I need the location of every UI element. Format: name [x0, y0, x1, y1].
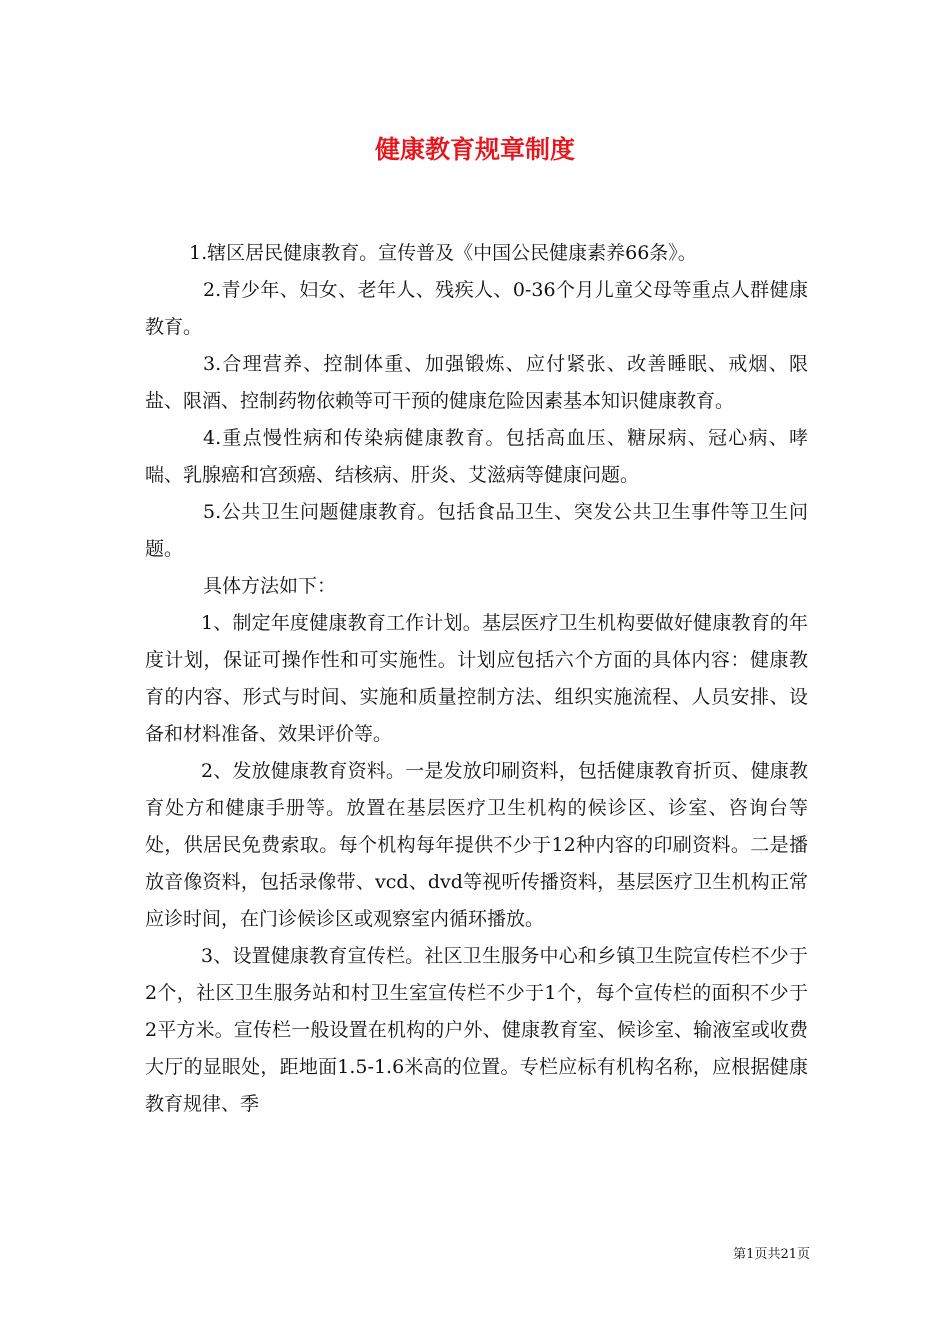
- paragraph-3: 3.合理营养、控制体重、加强锻炼、应付紧张、改善睡眠、戒烟、限盐、限酒、控制药物依赖等可干预的健康危险因素基本知识健康教育。: [145, 353, 808, 412]
- methods-heading: 具体方法如下：: [203, 575, 337, 597]
- method-3: 3、设置健康教育宣传栏。社区卫生服务中心和乡镇卫生院宣传栏不少于2个，社区卫生服务站和村卫生室宣传栏不少于1个，每个宣传栏的面积不少于2平方米。宣传栏一般设置在机构的户外、健康教育室、候诊室、输液室或收费大厅的显眼处，距地面1.5-1.6米高的位置。专栏应标有机构名称，应根据健康教育规律、季: [145, 945, 808, 1115]
- paragraph-1: 1.辖区居民健康教育。宣传普及《中国公民健康素养66条》。: [189, 242, 697, 264]
- document-title: 健康教育规章制度: [374, 135, 575, 164]
- document-body: [145, 235, 808, 1123]
- method-2: 2、发放健康教育资料。一是发放印刷资料，包括健康教育折页、健康教育处方和健康手册等。放置在基层医疗卫生机构的候诊区、诊室、咨询台等处，供居民免费索取。每个机构每年提供不少于12种内容的印刷资料。二是播放音像资料，包括录像带、vcd、dvd等视听传播资料，基层医疗卫生机构正常应诊时间，在门诊候诊区或观察室内循环播放。: [145, 760, 808, 930]
- paragraph-5: 5.公共卫生问题健康教育。包括食品卫生、突发公共卫生事件等卫生问题。: [145, 501, 808, 560]
- page-number: 第1页共21页: [733, 1247, 810, 1262]
- method-1: 1、制定年度健康教育工作计划。基层医疗卫生机构要做好健康教育的年度计划，保证可操作性和可实施性。计划应包括六个方面的具体内容：健康教育的内容、形式与时间、实施和质量控制方法、组织实施流程、人员安排、设备和材料准备、效果评价等。: [145, 612, 808, 745]
- paragraph-4: 4.重点慢性病和传染病健康教育。包括高血压、糖尿病、冠心病、哮喘、乳腺癌和宫颈癌、结核病、肝炎、艾滋病等健康问题。: [145, 427, 808, 486]
- paragraph-2: 2.青少年、妇女、老年人、残疾人、0-36个月儿童父母等重点人群健康教育。: [145, 279, 808, 338]
